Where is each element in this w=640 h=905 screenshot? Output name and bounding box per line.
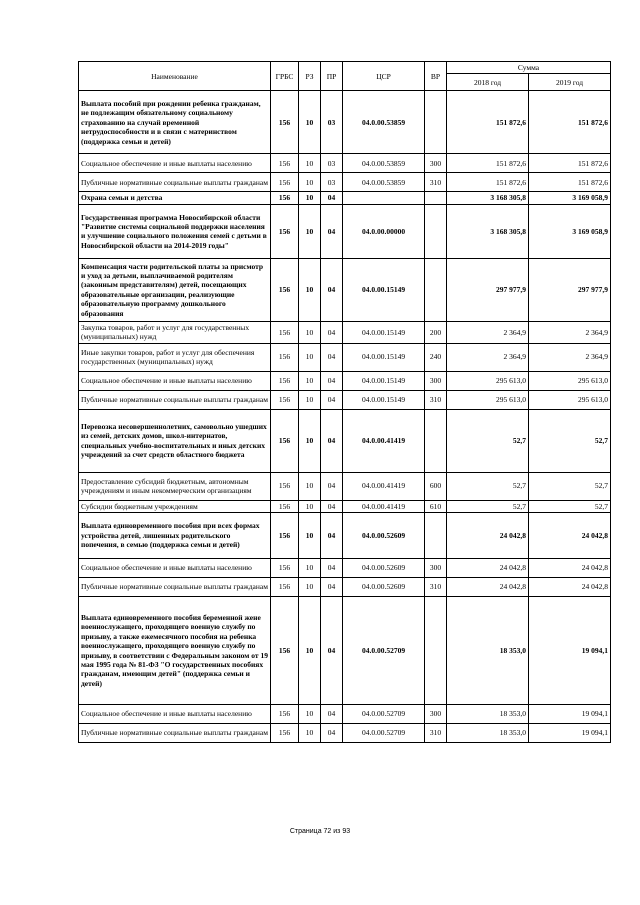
row-csr: 04.0.00.15149	[343, 343, 425, 371]
row-sum-2018: 295 613,0	[447, 390, 529, 409]
table-row	[79, 173, 611, 192]
row-pr: 04	[321, 513, 343, 559]
row-grbs: 156	[271, 91, 299, 154]
row-csr: 04.0.00.52709	[343, 597, 425, 705]
row-sum-2019: 52,7	[529, 500, 611, 512]
table-row	[79, 154, 611, 173]
table-row	[79, 472, 611, 500]
row-csr: 04.0.00.53859	[343, 91, 425, 154]
row-name: Закупка товаров, работ и услуг для государственных (муниципальных) нужд	[79, 321, 271, 343]
row-vr	[425, 204, 447, 258]
row-rz: 10	[299, 343, 321, 371]
row-pr: 04	[321, 705, 343, 724]
table-row	[79, 390, 611, 409]
row-pr: 04	[321, 578, 343, 597]
row-rz: 10	[299, 472, 321, 500]
row-rz: 10	[299, 390, 321, 409]
row-sum-2018: 18 353,0	[447, 705, 529, 724]
row-pr: 04	[321, 321, 343, 343]
row-rz: 10	[299, 371, 321, 390]
row-sum-2018: 151 872,6	[447, 91, 529, 154]
row-grbs: 156	[271, 705, 299, 724]
table-row	[79, 724, 611, 743]
row-sum-2019: 151 872,6	[529, 154, 611, 173]
row-csr: 04.0.00.15149	[343, 321, 425, 343]
row-sum-2019: 3 169 058,9	[529, 192, 611, 204]
row-vr: 310	[425, 724, 447, 743]
row-sum-2019: 19 094,1	[529, 705, 611, 724]
row-grbs: 156	[271, 578, 299, 597]
row-name: Публичные нормативные социальные выплаты гражданам	[79, 173, 271, 192]
row-rz: 10	[299, 597, 321, 705]
row-name: Социальное обеспечение и иные выплаты населению	[79, 705, 271, 724]
row-sum-2019: 151 872,6	[529, 173, 611, 192]
row-vr: 300	[425, 705, 447, 724]
row-sum-2018: 18 353,0	[447, 724, 529, 743]
row-pr: 04	[321, 559, 343, 578]
header-csr: ЦСР	[343, 62, 425, 91]
header-2019: 2019 год	[529, 74, 611, 91]
table-body	[79, 91, 611, 743]
row-sum-2018: 151 872,6	[447, 154, 529, 173]
row-pr: 04	[321, 472, 343, 500]
row-sum-2019: 151 872,6	[529, 91, 611, 154]
row-rz: 10	[299, 258, 321, 321]
row-pr: 04	[321, 204, 343, 258]
row-pr: 04	[321, 258, 343, 321]
table-row	[79, 500, 611, 512]
row-csr: 04.0.00.15149	[343, 258, 425, 321]
row-vr: 610	[425, 500, 447, 512]
row-pr: 04	[321, 390, 343, 409]
budget-table	[78, 61, 611, 743]
row-vr: 600	[425, 472, 447, 500]
row-csr: 04.0.00.41419	[343, 409, 425, 472]
table-row	[79, 559, 611, 578]
row-grbs: 156	[271, 597, 299, 705]
row-csr: 04.0.00.52609	[343, 513, 425, 559]
row-sum-2019: 3 169 058,9	[529, 204, 611, 258]
row-sum-2019: 2 364,9	[529, 321, 611, 343]
table-row	[79, 204, 611, 258]
row-rz: 10	[299, 500, 321, 512]
row-grbs: 156	[271, 472, 299, 500]
row-sum-2018: 3 168 305,8	[447, 192, 529, 204]
row-vr: 310	[425, 173, 447, 192]
row-sum-2019: 295 613,0	[529, 371, 611, 390]
table-row	[79, 705, 611, 724]
header-grbs: ГРБС	[271, 62, 299, 91]
page-footer: Страница 72 из 93	[289, 828, 351, 835]
row-rz: 10	[299, 409, 321, 472]
row-rz: 10	[299, 204, 321, 258]
row-sum-2018: 52,7	[447, 409, 529, 472]
row-csr: 04.0.00.15149	[343, 390, 425, 409]
row-csr: 04.0.00.52709	[343, 724, 425, 743]
header-pr: ПР	[321, 62, 343, 91]
table-row	[79, 409, 611, 472]
row-csr: 04.0.00.00000	[343, 204, 425, 258]
row-name: Социальное обеспечение и иные выплаты населению	[79, 559, 271, 578]
row-name: Выплата единовременного пособия беременной жене военнослужащего, проходящего военную службу по призыву, а также ежемесячного пособия на ребенка военнослужащего, проходящего военную службу по призыву, в соответствии с Федеральным законом от 19 мая 1995 года № 81-ФЗ "О государственных пособиях гражданам, имеющим детей" (поддержка семьи и детей)	[79, 597, 271, 705]
row-rz: 10	[299, 513, 321, 559]
row-sum-2019: 19 094,1	[529, 724, 611, 743]
row-name: Компенсация части родительской платы за присмотр и уход за детьми, выплачиваемой родителям (законным представителям) детей, посещающих образовательные организации, реализующие образовательную программу дошкольного образования	[79, 258, 271, 321]
row-grbs: 156	[271, 559, 299, 578]
row-sum-2019: 24 042,8	[529, 578, 611, 597]
table-row	[79, 597, 611, 705]
row-sum-2019: 295 613,0	[529, 390, 611, 409]
header-name: Наименование	[79, 62, 271, 91]
row-csr: 04.0.00.52609	[343, 559, 425, 578]
row-grbs: 156	[271, 409, 299, 472]
row-sum-2019: 2 364,9	[529, 343, 611, 371]
row-vr: 300	[425, 154, 447, 173]
row-name: Перевозка несовершеннолетних, самовольно ушедших из семей, детских домов, школ-интернатов, специальных учебно-воспитательных и иных детских учреждений за счет средств областного бюджета	[79, 409, 271, 472]
row-sum-2018: 3 168 305,8	[447, 204, 529, 258]
row-sum-2018: 24 042,8	[447, 559, 529, 578]
header-2018: 2018 год	[447, 74, 529, 91]
row-csr: 04.0.00.41419	[343, 472, 425, 500]
row-csr: 04.0.00.15149	[343, 371, 425, 390]
row-sum-2018: 2 364,9	[447, 321, 529, 343]
row-name: Предоставление субсидий бюджетным, автономным учреждениям и иным некоммерческим организациям	[79, 472, 271, 500]
row-grbs: 156	[271, 500, 299, 512]
row-vr: 310	[425, 578, 447, 597]
row-vr: 310	[425, 390, 447, 409]
row-name: Публичные нормативные социальные выплаты гражданам	[79, 390, 271, 409]
row-pr: 04	[321, 409, 343, 472]
row-vr: 300	[425, 559, 447, 578]
row-sum-2019: 19 094,1	[529, 597, 611, 705]
row-name: Публичные нормативные социальные выплаты гражданам	[79, 578, 271, 597]
row-csr: 04.0.00.41419	[343, 500, 425, 512]
table-row	[79, 343, 611, 371]
row-csr	[343, 192, 425, 204]
row-grbs: 156	[271, 173, 299, 192]
row-pr: 03	[321, 91, 343, 154]
row-vr: 200	[425, 321, 447, 343]
row-csr: 04.0.00.52609	[343, 578, 425, 597]
row-rz: 10	[299, 559, 321, 578]
row-grbs: 156	[271, 204, 299, 258]
row-rz: 10	[299, 91, 321, 154]
row-vr: 240	[425, 343, 447, 371]
row-rz: 10	[299, 321, 321, 343]
row-sum-2018: 24 042,8	[447, 578, 529, 597]
row-vr	[425, 192, 447, 204]
row-rz: 10	[299, 192, 321, 204]
row-vr	[425, 258, 447, 321]
row-csr: 04.0.00.53859	[343, 173, 425, 192]
row-sum-2018: 295 613,0	[447, 371, 529, 390]
row-pr: 04	[321, 724, 343, 743]
table-row	[79, 321, 611, 343]
row-sum-2018: 52,7	[447, 472, 529, 500]
table-row	[79, 258, 611, 321]
row-sum-2019: 52,7	[529, 472, 611, 500]
row-vr	[425, 513, 447, 559]
row-name: Государственная программа Новосибирской области "Развитие системы социальной поддержки населения и улучшение социального положения семей с детьми в Новосибирской области на 2014-2019 годы"	[79, 204, 271, 258]
row-pr: 04	[321, 343, 343, 371]
row-name: Выплата единовременного пособия при всех формах устройства детей, лишенных родительского попечения, в семью (поддержка семьи и детей)	[79, 513, 271, 559]
row-sum-2018: 297 977,9	[447, 258, 529, 321]
table-row	[79, 578, 611, 597]
row-csr: 04.0.00.53859	[343, 154, 425, 173]
row-rz: 10	[299, 724, 321, 743]
row-vr	[425, 91, 447, 154]
row-name: Социальное обеспечение и иные выплаты населению	[79, 371, 271, 390]
row-sum-2019: 297 977,9	[529, 258, 611, 321]
row-pr: 04	[321, 500, 343, 512]
row-sum-2019: 52,7	[529, 409, 611, 472]
row-sum-2018: 18 353,0	[447, 597, 529, 705]
row-pr: 03	[321, 154, 343, 173]
row-grbs: 156	[271, 390, 299, 409]
header-vr: ВР	[425, 62, 447, 91]
row-pr: 04	[321, 371, 343, 390]
row-vr	[425, 597, 447, 705]
table-row	[79, 192, 611, 204]
row-rz: 10	[299, 173, 321, 192]
row-sum-2018: 2 364,9	[447, 343, 529, 371]
table-row	[79, 513, 611, 559]
row-name: Иные закупки товаров, работ и услуг для обеспечения государственных (муниципальных) нужд	[79, 343, 271, 371]
row-grbs: 156	[271, 724, 299, 743]
row-vr	[425, 409, 447, 472]
row-pr: 03	[321, 173, 343, 192]
table-row	[79, 91, 611, 154]
row-name: Публичные нормативные социальные выплаты гражданам	[79, 724, 271, 743]
row-vr: 300	[425, 371, 447, 390]
header-rz: РЗ	[299, 62, 321, 91]
row-grbs: 156	[271, 343, 299, 371]
row-sum-2018: 52,7	[447, 500, 529, 512]
row-grbs: 156	[271, 258, 299, 321]
row-rz: 10	[299, 578, 321, 597]
row-sum-2019: 24 042,8	[529, 559, 611, 578]
row-name: Субсидии бюджетным учреждениям	[79, 500, 271, 512]
row-csr: 04.0.00.52709	[343, 705, 425, 724]
row-sum-2018: 24 042,8	[447, 513, 529, 559]
row-sum-2018: 151 872,6	[447, 173, 529, 192]
header-sum: Сумма	[447, 62, 611, 74]
row-name: Охрана семьи и детства	[79, 192, 271, 204]
row-sum-2019: 24 042,8	[529, 513, 611, 559]
row-name: Социальное обеспечение и иные выплаты населению	[79, 154, 271, 173]
row-rz: 10	[299, 705, 321, 724]
row-grbs: 156	[271, 192, 299, 204]
row-grbs: 156	[271, 154, 299, 173]
row-grbs: 156	[271, 321, 299, 343]
row-pr: 04	[321, 192, 343, 204]
row-rz: 10	[299, 154, 321, 173]
row-pr: 04	[321, 597, 343, 705]
row-name: Выплата пособий при рождении ребенка гражданам, не подлежащим обязательному социальному страхованию на случай временной нетрудоспособности и в связи с материнством (поддержка семьи и детей)	[79, 91, 271, 154]
row-grbs: 156	[271, 371, 299, 390]
row-grbs: 156	[271, 513, 299, 559]
table-row	[79, 371, 611, 390]
